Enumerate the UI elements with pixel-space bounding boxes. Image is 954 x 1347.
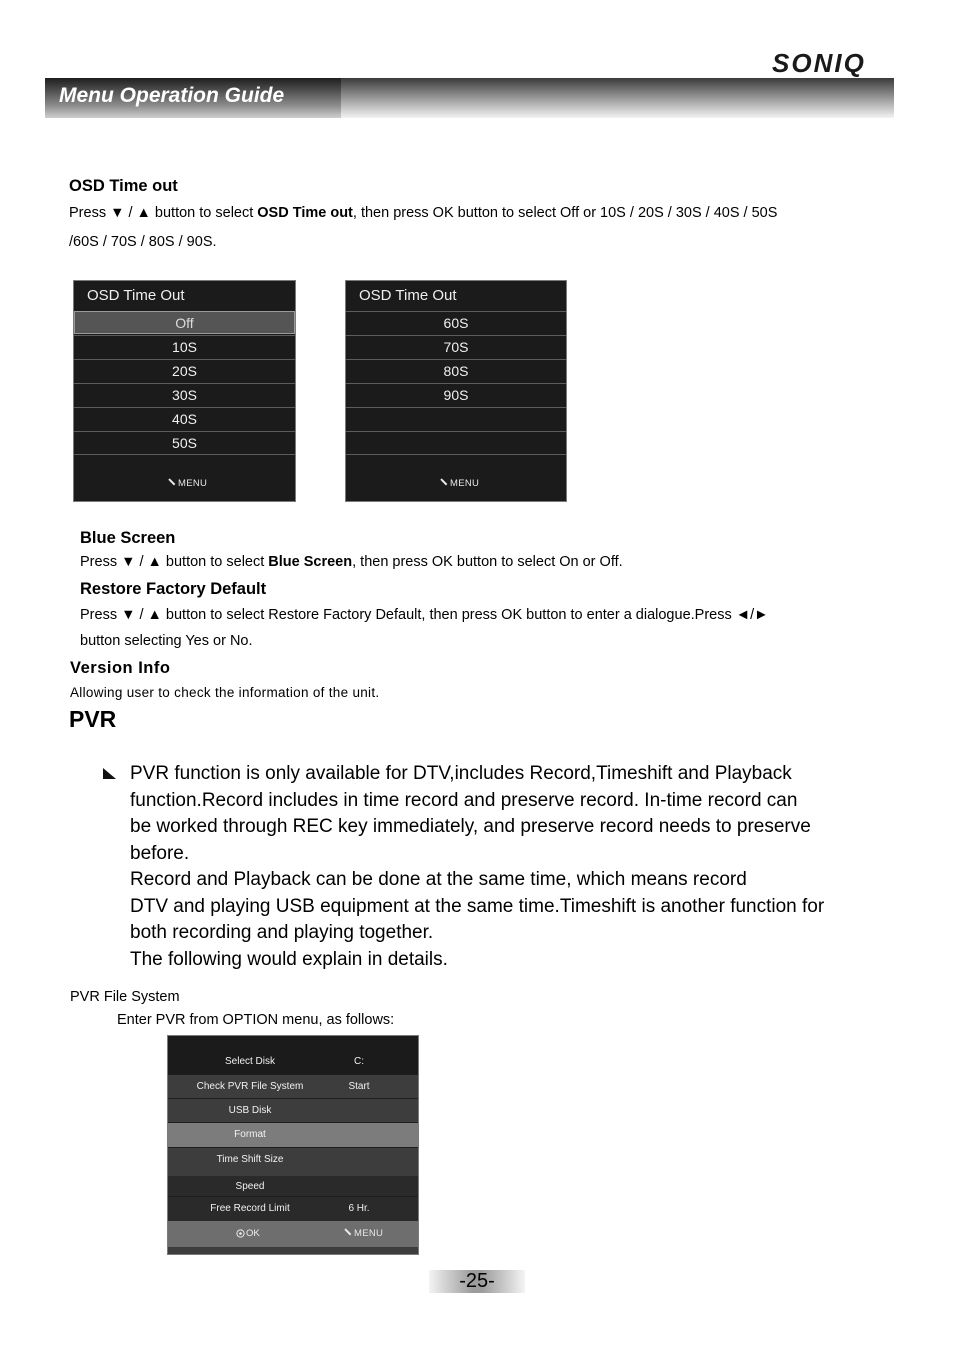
pvr-row-format[interactable]: Format xyxy=(168,1122,418,1147)
restore-desc-line1: Press ▼ / ▲ button to select Restore Factory Default, then press OK button to enter a dialogue.Press ◄/► xyxy=(80,607,769,623)
pvr-row-free-record-limit[interactable]: Free Record Limit 6 Hr. xyxy=(168,1196,418,1221)
menu-title: OSD Time Out xyxy=(359,287,457,304)
menu-hint: MENU xyxy=(440,478,479,489)
menu-title: OSD Time Out xyxy=(87,287,185,304)
desc-text: , then press OK button to select Off or 10S / 20S / 30S / 40S / 50S xyxy=(352,205,778,221)
pvr-line: DTV and playing USB equipment at the same time.Timeshift is another function for xyxy=(130,895,825,917)
menu-item-20s[interactable]: 20S xyxy=(74,359,295,383)
back-icon xyxy=(345,1228,352,1235)
menu-item-90s[interactable]: 90S xyxy=(346,383,566,407)
soniq-logo xyxy=(772,50,876,80)
restore-heading: Restore Factory Default xyxy=(80,580,267,598)
pvr-description xyxy=(130,761,824,973)
pvr-line: before. xyxy=(130,842,190,864)
menu-item-30s[interactable]: 30S xyxy=(74,383,295,407)
back-icon xyxy=(169,478,176,485)
blue-screen-desc xyxy=(80,554,623,570)
pvr-row-speed[interactable]: Speed xyxy=(168,1173,418,1197)
menu-item-off[interactable]: Off xyxy=(74,311,295,334)
page-title: Menu Operation Guide xyxy=(59,84,285,107)
menu-item-10s[interactable]: 10S xyxy=(74,335,295,359)
osd-timeout-desc xyxy=(69,205,777,221)
osd-menu-left xyxy=(73,280,296,502)
blue-screen-heading: Blue Screen xyxy=(80,529,176,547)
back-icon xyxy=(441,478,448,485)
version-heading: Version Info xyxy=(70,659,171,677)
pvr-line: The following would explain in details. xyxy=(130,948,448,970)
menu-item-empty xyxy=(346,407,566,431)
pvr-row-check-file-system[interactable]: Check PVR File System Start xyxy=(168,1074,418,1099)
pvr-row-select-disk[interactable]: Select Disk C: xyxy=(168,1050,418,1074)
pvr-row-time-shift-size[interactable]: Time Shift Size xyxy=(168,1147,418,1172)
restore-desc-line2: button selecting Yes or No. xyxy=(80,633,253,649)
page-number: -25- xyxy=(429,1270,525,1293)
osd-timeout-heading: OSD Time out xyxy=(69,177,178,195)
osd-timeout-desc-line2: /60S / 70S / 80S / 90S. xyxy=(69,234,217,250)
bullet-arrow-icon xyxy=(103,768,117,780)
menu-item-80s[interactable]: 80S xyxy=(346,359,566,383)
desc-text: Press ▼ / ▲ button to select xyxy=(69,205,258,221)
menu-hint: MENU xyxy=(344,1228,383,1239)
pvr-line: PVR function is only available for DTV,includes Record,Timeshift and Playback xyxy=(130,763,792,784)
ok-hint: OK xyxy=(236,1228,260,1239)
menu-divider xyxy=(346,454,566,455)
pvr-line: both recording and playing together. xyxy=(130,922,434,943)
pvr-menu xyxy=(167,1035,419,1255)
pvr-row-usb-disk[interactable]: USB Disk xyxy=(168,1098,418,1123)
menu-item-60s[interactable]: 60S xyxy=(346,311,566,335)
menu-item-50s[interactable]: 50S xyxy=(74,431,295,455)
desc-bold: OSD Time out xyxy=(257,205,353,221)
desc-text: , then press OK button to select On or Off. xyxy=(352,554,623,570)
menu-item-70s[interactable]: 70S xyxy=(346,335,566,359)
pvr-file-system-heading: PVR File System xyxy=(70,989,180,1005)
pvr-menu-footer xyxy=(168,1221,418,1247)
version-desc: Allowing user to check the information of the unit. xyxy=(70,685,380,700)
osd-menu-right xyxy=(345,280,567,502)
pvr-file-system-desc: Enter PVR from OPTION menu, as follows: xyxy=(117,1012,395,1028)
desc-bold: Blue Screen xyxy=(268,554,353,570)
menu-item-40s[interactable]: 40S xyxy=(74,407,295,431)
menu-item-empty xyxy=(346,431,566,455)
desc-text: Press ▼ / ▲ button to select xyxy=(80,554,269,570)
menu-hint: MENU xyxy=(168,478,207,489)
brand-text: SONIQ xyxy=(772,50,866,78)
pvr-heading: PVR xyxy=(69,706,117,732)
menu-divider xyxy=(74,454,295,455)
ok-circle-icon xyxy=(236,1229,245,1238)
pvr-line: function.Record includes in time record and preserve record. In-time record can xyxy=(130,789,798,811)
pvr-line: be worked through REC key immediately, and preserve record needs to preserve xyxy=(130,816,811,837)
pvr-line: Record and Playback can be done at the same time, which means record xyxy=(130,869,747,890)
